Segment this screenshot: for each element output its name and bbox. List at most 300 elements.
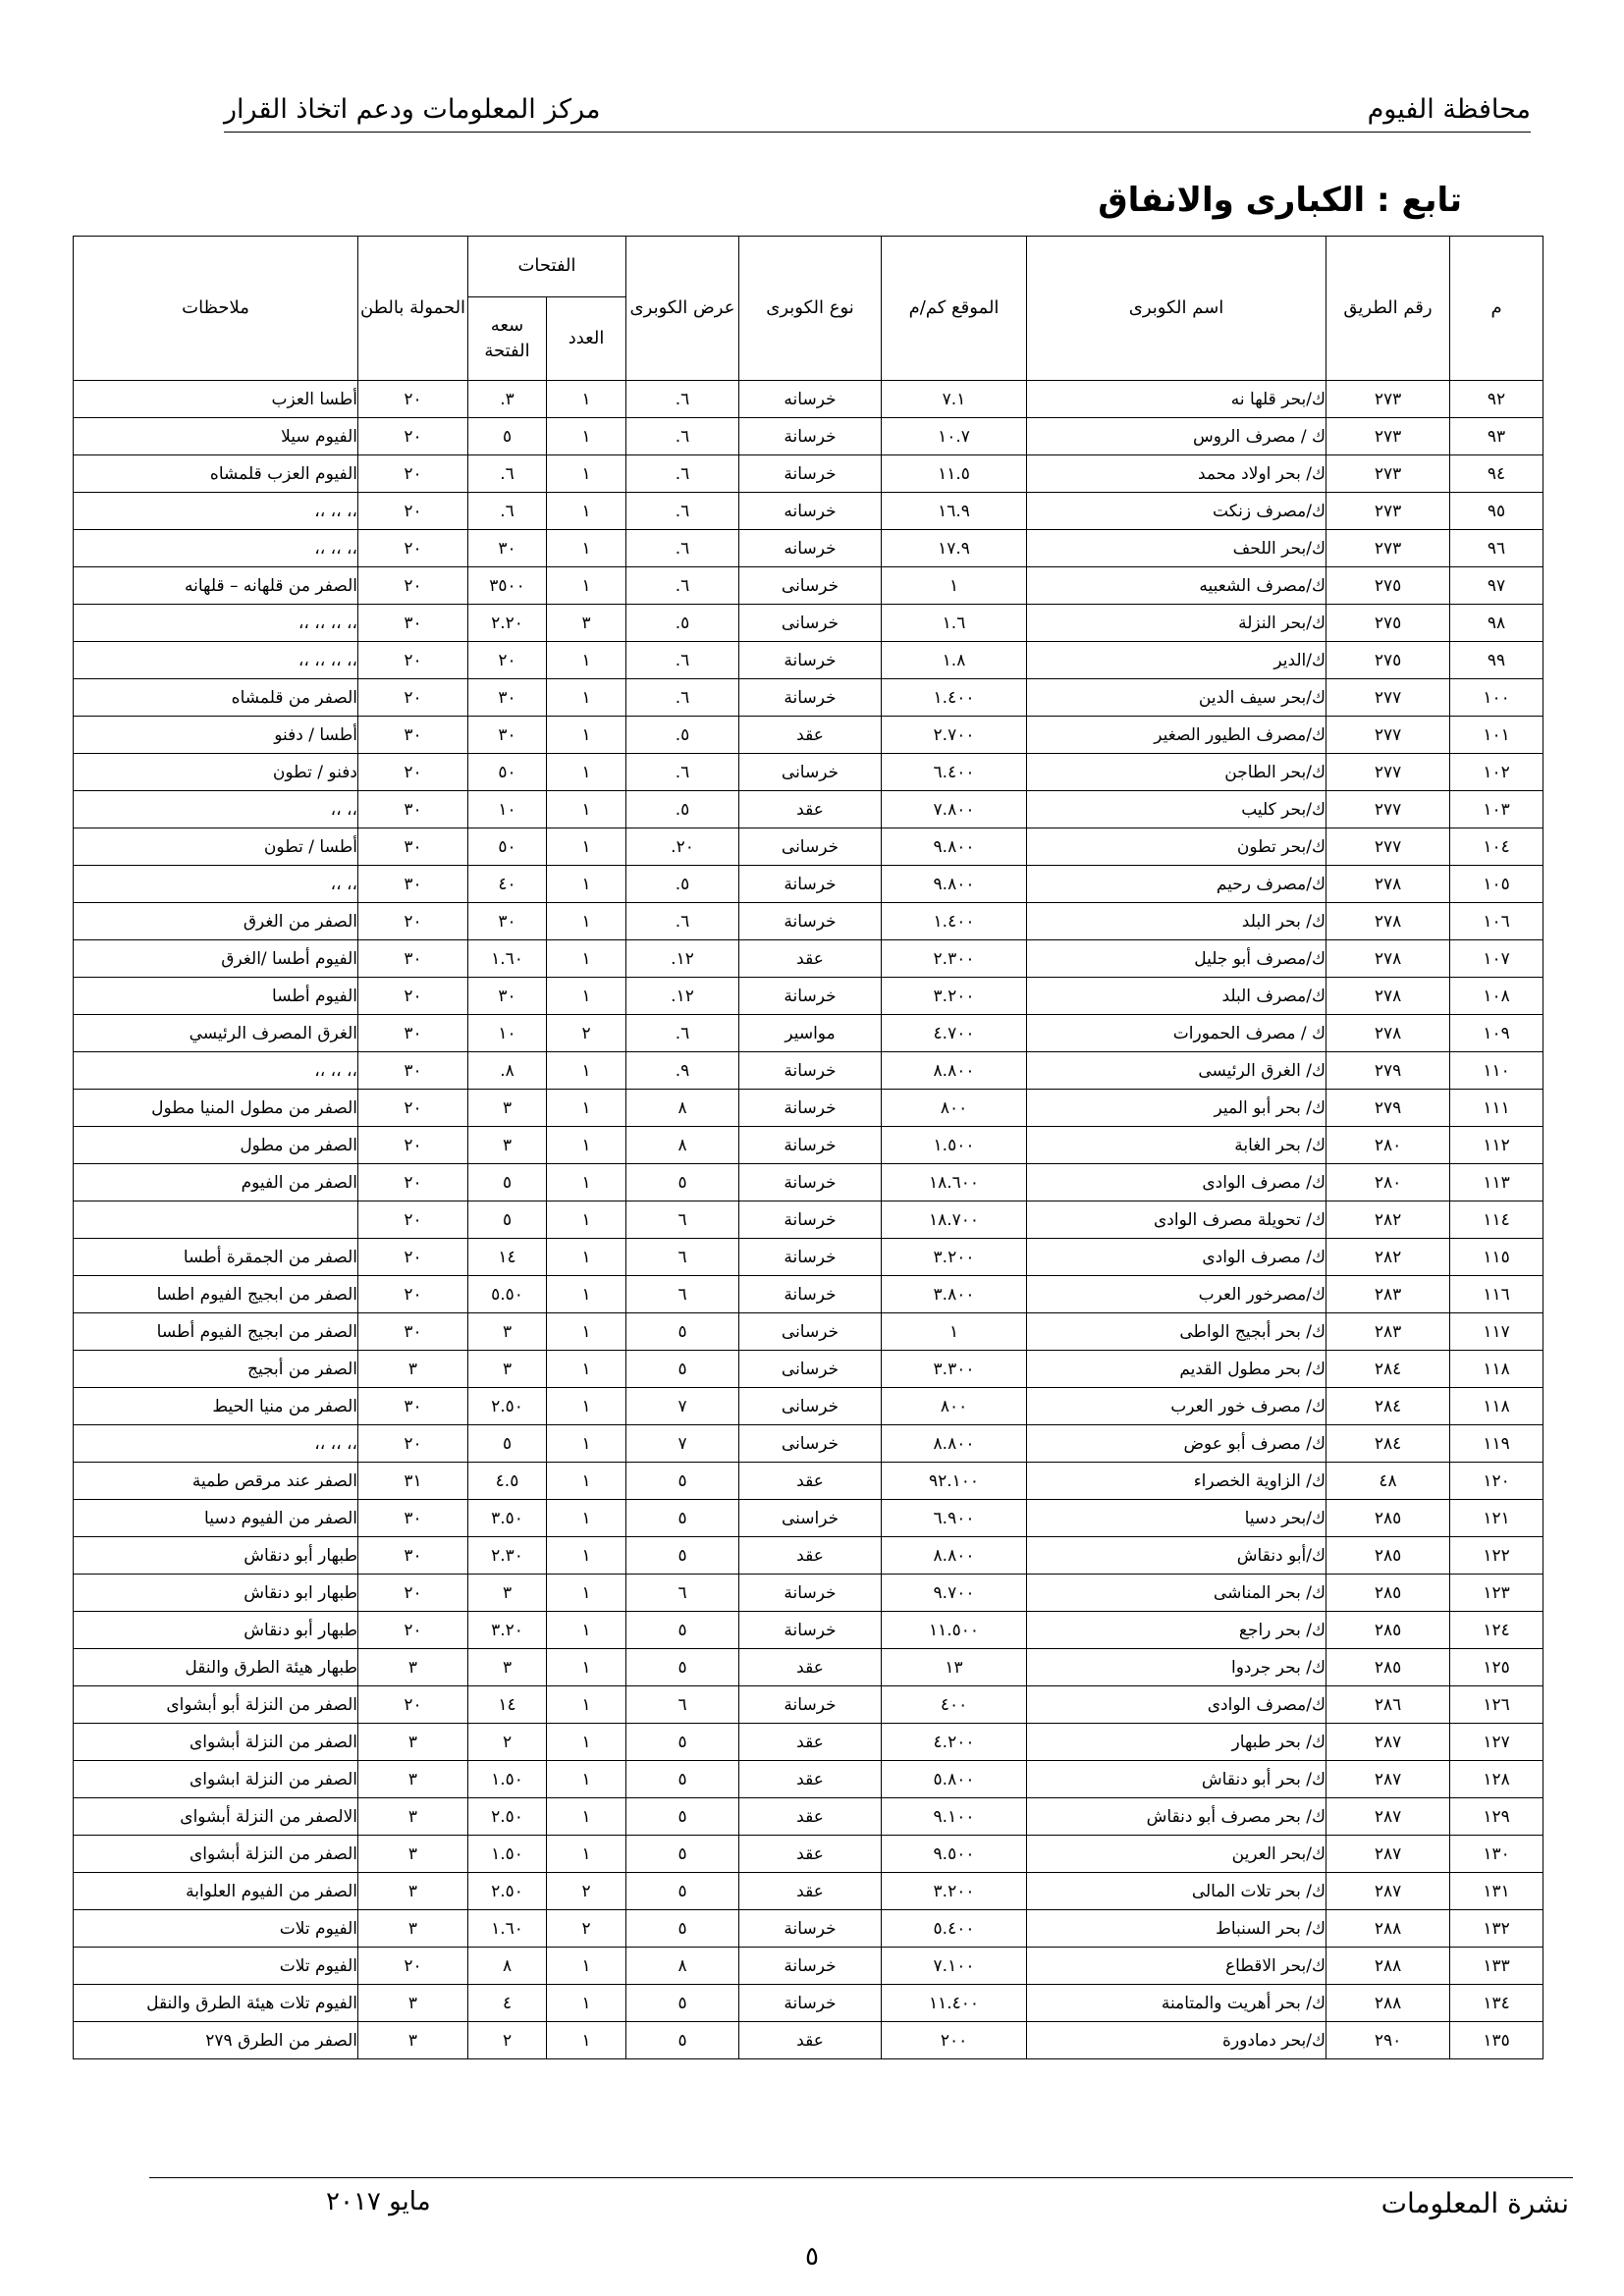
row-load: ٢٠ <box>358 1201 468 1239</box>
row-width: ٥ <box>626 1985 739 2022</box>
table-row <box>74 381 1543 418</box>
row-type: خرسانة <box>739 866 882 903</box>
row-notes: أطسا / تطون <box>74 828 358 866</box>
table-row <box>74 1575 1543 1612</box>
row-load: ٢٠ <box>358 567 468 605</box>
row-type: عقد <box>739 1724 882 1761</box>
table-row <box>74 679 1543 717</box>
row-num: ١٠١ <box>1450 717 1543 754</box>
row-width: ٧ <box>626 1425 739 1463</box>
row-opening-span: ٨. <box>468 1052 547 1090</box>
row-num: ١٠٦ <box>1450 903 1543 940</box>
row-width: ٦ <box>626 1575 739 1612</box>
row-bridge-name: ك/ مصرف خور العرب <box>1027 1388 1326 1425</box>
table-row <box>74 1649 1543 1686</box>
row-opening-span: ٣ <box>468 1127 547 1164</box>
row-width: ٦ <box>626 1201 739 1239</box>
row-opening-span: ٣. <box>468 381 547 418</box>
row-opening-span: ٨ <box>468 1948 547 1985</box>
row-road: ٢٨٦ <box>1326 1686 1450 1724</box>
row-bridge-name: ك/بحر سيف الدين <box>1027 679 1326 717</box>
row-notes: الصفر من قلمشاه <box>74 679 358 717</box>
row-num: ١٢٩ <box>1450 1798 1543 1836</box>
row-location: ١ <box>882 567 1027 605</box>
row-opening-span: ٥٠ <box>468 828 547 866</box>
row-road: ٢٨٨ <box>1326 1948 1450 1985</box>
row-bridge-name: ك/بحر الاقطاع <box>1027 1948 1326 1985</box>
row-num: ١٠٠ <box>1450 679 1543 717</box>
row-notes: الصفر من النزلة أبو أبشواى <box>74 1686 358 1724</box>
row-load: ٢٠ <box>358 978 468 1015</box>
row-opening-span: ٤.٥ <box>468 1463 547 1500</box>
row-notes: الفيوم أطسا <box>74 978 358 1015</box>
row-openings-count: ١ <box>547 1761 626 1798</box>
row-location: ١.٤٠٠ <box>882 903 1027 940</box>
row-load: ٣ <box>358 1985 468 2022</box>
row-road: ٢٨٥ <box>1326 1612 1450 1649</box>
row-num: ١١١ <box>1450 1090 1543 1127</box>
table-row <box>74 1351 1543 1388</box>
row-width: ٥ <box>626 1873 739 1910</box>
row-type: خرسانة <box>739 418 882 455</box>
row-bridge-name: ك / مصرف الروس <box>1027 418 1326 455</box>
row-openings-count: ١ <box>547 828 626 866</box>
row-load: ٢٠ <box>358 754 468 791</box>
row-type: خرسانة <box>739 1276 882 1313</box>
row-notes: الصفر من النزلة أبشواى <box>74 1836 358 1873</box>
row-location: ٨.٨٠٠ <box>882 1052 1027 1090</box>
row-load: ٣ <box>358 1873 468 1910</box>
row-road: ٢٨٧ <box>1326 1873 1450 1910</box>
row-num: ١٠٧ <box>1450 940 1543 978</box>
row-notes: الصفر من الغرق <box>74 903 358 940</box>
row-opening-span: ٦. <box>468 493 547 530</box>
row-openings-count: ١ <box>547 754 626 791</box>
row-notes: طبهار أبو دنقاش <box>74 1612 358 1649</box>
row-notes: أطسا العزب <box>74 381 358 418</box>
row-width: ٨ <box>626 1948 739 1985</box>
table-row <box>74 1686 1543 1724</box>
row-notes: الفيوم تلات <box>74 1948 358 1985</box>
row-notes: طبهار هيئة الطرق والنقل <box>74 1649 358 1686</box>
row-load: ٣ <box>358 2022 468 2059</box>
row-road: ٢٧٣ <box>1326 530 1450 567</box>
row-notes: دفنو / تطون <box>74 754 358 791</box>
row-notes: الصفر من النزلة أبشواى <box>74 1724 358 1761</box>
row-road: ٢٧٩ <box>1326 1090 1450 1127</box>
row-location: ١٧.٩ <box>882 530 1027 567</box>
row-width: ٦. <box>626 903 739 940</box>
row-type: خرسانة <box>739 642 882 679</box>
header-location: الموقع كم/م <box>882 237 1027 381</box>
row-notes: ،، ،، ،، <box>74 530 358 567</box>
row-load: ٢٠ <box>358 1948 468 1985</box>
row-location: ٩.٧٠٠ <box>882 1575 1027 1612</box>
row-num: ١١٨ <box>1450 1388 1543 1425</box>
row-width: ٦. <box>626 381 739 418</box>
row-load: ٣٠ <box>358 717 468 754</box>
row-num: ١١٨ <box>1450 1351 1543 1388</box>
row-type: خرسانى <box>739 1313 882 1351</box>
row-type: خرسانة <box>739 1090 882 1127</box>
row-type: عقد <box>739 1649 882 1686</box>
row-location: ٧.١٠٠ <box>882 1948 1027 1985</box>
row-openings-count: ١ <box>547 1537 626 1575</box>
row-type: خرسانى <box>739 1388 882 1425</box>
row-road: ٢٨٧ <box>1326 1836 1450 1873</box>
row-type: عقد <box>739 1761 882 1798</box>
row-load: ٣٠ <box>358 1388 468 1425</box>
row-bridge-name: ك/ بحر مصرف أبو دنقاش <box>1027 1798 1326 1836</box>
table-row <box>74 2022 1543 2059</box>
row-bridge-name: ك/مصرخور العرب <box>1027 1276 1326 1313</box>
row-type: خرسانة <box>739 1201 882 1239</box>
row-opening-span: ٢ <box>468 1724 547 1761</box>
row-location: ٨.٨٠٠ <box>882 1537 1027 1575</box>
row-location: ٩٢.١٠٠ <box>882 1463 1027 1500</box>
header-center-name: مركز المعلومات ودعم اتخاذ القرار <box>224 94 601 125</box>
row-num: ١٠٨ <box>1450 978 1543 1015</box>
table-row <box>74 1500 1543 1537</box>
row-location: ٨٠٠ <box>882 1388 1027 1425</box>
row-road: ٢٨٥ <box>1326 1537 1450 1575</box>
row-openings-count: ١ <box>547 1612 626 1649</box>
row-load: ٢٠ <box>358 642 468 679</box>
row-opening-span: ٣ <box>468 1575 547 1612</box>
table-row <box>74 1761 1543 1798</box>
row-width: ٥ <box>626 1313 739 1351</box>
row-bridge-name: ك/مصرف رحيم <box>1027 866 1326 903</box>
row-num: ٩٣ <box>1450 418 1543 455</box>
row-bridge-name: ك/مصرف الشعبيه <box>1027 567 1326 605</box>
row-width: ٥ <box>626 1612 739 1649</box>
row-bridge-name: ك/مصرف زنكت <box>1027 493 1326 530</box>
row-width: ٦ <box>626 1276 739 1313</box>
row-load: ٢٠ <box>358 530 468 567</box>
row-num: ١٢٧ <box>1450 1724 1543 1761</box>
row-num: ١٢٠ <box>1450 1463 1543 1500</box>
row-load: ٣ <box>358 1761 468 1798</box>
row-openings-count: ١ <box>547 1649 626 1686</box>
row-location: ٨.٨٠٠ <box>882 1425 1027 1463</box>
header-road: رقم الطريق <box>1326 237 1450 381</box>
row-bridge-name: ك/ بحر طبهار <box>1027 1724 1326 1761</box>
row-type: عقد <box>739 1836 882 1873</box>
row-type: خرسانة <box>739 978 882 1015</box>
row-num: ٩٩ <box>1450 642 1543 679</box>
row-num: ١٢٣ <box>1450 1575 1543 1612</box>
table-row <box>74 1948 1543 1985</box>
row-notes: الغرق المصرف الرئيسي <box>74 1015 358 1052</box>
table-row <box>74 717 1543 754</box>
table-row <box>74 1090 1543 1127</box>
row-location: ٦.٩٠٠ <box>882 1500 1027 1537</box>
row-load: ٢٠ <box>358 1090 468 1127</box>
row-num: ١٢٤ <box>1450 1612 1543 1649</box>
row-openings-count: ١ <box>547 791 626 828</box>
row-num: ٩٢ <box>1450 381 1543 418</box>
row-notes: الفيوم تلات هيئة الطرق والنقل <box>74 1985 358 2022</box>
row-openings-count: ١ <box>547 1313 626 1351</box>
row-type: خرسانى <box>739 1425 882 1463</box>
row-load: ٢٠ <box>358 418 468 455</box>
row-openings-count: ١ <box>547 1686 626 1724</box>
row-openings-count: ١ <box>547 530 626 567</box>
row-location: ٧.١ <box>882 381 1027 418</box>
row-opening-span: ١.٦٠ <box>468 1910 547 1948</box>
row-width: ٦ <box>626 1239 739 1276</box>
row-opening-span: ٢.٣٠ <box>468 1537 547 1575</box>
row-location: ٣.٣٠٠ <box>882 1351 1027 1388</box>
table-row <box>74 1015 1543 1052</box>
table-row <box>74 1836 1543 1873</box>
row-opening-span: ١.٥٠ <box>468 1761 547 1798</box>
row-type: خرسانى <box>739 754 882 791</box>
row-notes: الالصفر من النزلة أبشواى <box>74 1798 358 1836</box>
row-location: ١١.٥ <box>882 455 1027 493</box>
row-notes: ،، ،، ،، ،، <box>74 605 358 642</box>
row-opening-span: ٥٠ <box>468 754 547 791</box>
row-opening-span: ٣.٥٠ <box>468 1500 547 1537</box>
row-openings-count: ١ <box>547 1836 626 1873</box>
row-openings-count: ٢ <box>547 1910 626 1948</box>
header-num: م <box>1450 237 1543 381</box>
row-type: خرسانى <box>739 567 882 605</box>
row-load: ٣٠ <box>358 940 468 978</box>
row-bridge-name: ك/الدير <box>1027 642 1326 679</box>
row-road: ٢٨٨ <box>1326 1985 1450 2022</box>
row-location: ٩.٥٠٠ <box>882 1836 1027 1873</box>
row-notes: ،، ،، <box>74 866 358 903</box>
row-load: ٢٠ <box>358 1612 468 1649</box>
row-num: ٩٤ <box>1450 455 1543 493</box>
row-type: خرسانة <box>739 1985 882 2022</box>
row-openings-count: ١ <box>547 567 626 605</box>
table-row <box>74 1724 1543 1761</box>
row-openings-count: ١ <box>547 1388 626 1425</box>
row-type: خراسنى <box>739 1500 882 1537</box>
row-bridge-name: ك / مصرف الحمورات <box>1027 1015 1326 1052</box>
row-openings-count: ١ <box>547 1201 626 1239</box>
row-openings-count: ٢ <box>547 1873 626 1910</box>
row-width: ٦. <box>626 455 739 493</box>
row-road: ٢٧٣ <box>1326 381 1450 418</box>
row-load: ٣١ <box>358 1463 468 1500</box>
row-bridge-name: ك/ بحر أهريت والمتامنة <box>1027 1985 1326 2022</box>
row-type: عقد <box>739 717 882 754</box>
row-type: خرسانة <box>739 1239 882 1276</box>
row-openings-count: ١ <box>547 679 626 717</box>
row-load: ٣٠ <box>358 828 468 866</box>
row-road: ٢٨٥ <box>1326 1575 1450 1612</box>
row-notes: الصفر من الجمقرة أطسا <box>74 1239 358 1276</box>
table-row <box>74 418 1543 455</box>
row-num: ١٣٣ <box>1450 1948 1543 1985</box>
row-load: ٣٠ <box>358 1537 468 1575</box>
row-num: ٩٨ <box>1450 605 1543 642</box>
row-location: ١٣ <box>882 1649 1027 1686</box>
row-width: ٦. <box>626 754 739 791</box>
row-load: ٣٠ <box>358 1313 468 1351</box>
row-road: ٢٨٤ <box>1326 1388 1450 1425</box>
row-opening-span: ٣ <box>468 1649 547 1686</box>
row-location: ١.٥٠٠ <box>882 1127 1027 1164</box>
row-location: ٤.٢٠٠ <box>882 1724 1027 1761</box>
table-row <box>74 1985 1543 2022</box>
row-road: ٢٧٨ <box>1326 940 1450 978</box>
row-width: ٦. <box>626 1015 739 1052</box>
table-row <box>74 1463 1543 1500</box>
row-num: ١١٩ <box>1450 1425 1543 1463</box>
row-location: ٩.١٠٠ <box>882 1798 1027 1836</box>
row-bridge-name: ك/ بحر البلد <box>1027 903 1326 940</box>
row-bridge-name: ك/ الغرق الرئيسى <box>1027 1052 1326 1090</box>
table-row <box>74 605 1543 642</box>
row-opening-span: ٥ <box>468 1425 547 1463</box>
header-count: العدد <box>547 297 626 381</box>
table-row <box>74 1164 1543 1201</box>
row-num: ٩٦ <box>1450 530 1543 567</box>
row-opening-span: ٣٠ <box>468 903 547 940</box>
row-road: ٢٨٥ <box>1326 1500 1450 1537</box>
row-num: ١١٣ <box>1450 1164 1543 1201</box>
table-row <box>74 754 1543 791</box>
row-width: ٦. <box>626 418 739 455</box>
row-load: ٣ <box>358 1798 468 1836</box>
table-row <box>74 1313 1543 1351</box>
row-num: ١٢٦ <box>1450 1686 1543 1724</box>
row-type: خرسانة <box>739 679 882 717</box>
row-load: ٢٠ <box>358 1164 468 1201</box>
row-location: ٨٠٠ <box>882 1090 1027 1127</box>
row-openings-count: ١ <box>547 1276 626 1313</box>
row-opening-span: ٣٠ <box>468 530 547 567</box>
row-load: ٢٠ <box>358 679 468 717</box>
row-type: خرسانة <box>739 1948 882 1985</box>
row-openings-count: ١ <box>547 493 626 530</box>
row-openings-count: ١ <box>547 1052 626 1090</box>
row-location: ٤٠٠ <box>882 1686 1027 1724</box>
row-width: ٥ <box>626 1836 739 1873</box>
row-width: ٢٠. <box>626 828 739 866</box>
row-road: ٢٧٨ <box>1326 1015 1450 1052</box>
row-width: ٦. <box>626 679 739 717</box>
row-notes: الصفر من أبجيج <box>74 1351 358 1388</box>
row-road: ٢٧٥ <box>1326 605 1450 642</box>
row-bridge-name: ك/مصرف البلد <box>1027 978 1326 1015</box>
row-opening-span: ٢.٥٠ <box>468 1873 547 1910</box>
row-load: ٢٠ <box>358 1239 468 1276</box>
row-num: ١٢٨ <box>1450 1761 1543 1798</box>
header-openings: الفتحات <box>468 237 626 297</box>
row-location: ٦.٤٠٠ <box>882 754 1027 791</box>
row-load: ٢٠ <box>358 493 468 530</box>
row-road: ٢٨٠ <box>1326 1164 1450 1201</box>
row-bridge-name: ك/مصرف الطيور الصغير <box>1027 717 1326 754</box>
row-road: ٢٧٨ <box>1326 903 1450 940</box>
table-row <box>74 866 1543 903</box>
row-width: ٥. <box>626 717 739 754</box>
row-notes: الصفر من منيا الحيط <box>74 1388 358 1425</box>
row-num: ١٣٥ <box>1450 2022 1543 2059</box>
row-type: خرسانه <box>739 493 882 530</box>
row-num: ١١٧ <box>1450 1313 1543 1351</box>
row-road: ٢٧٥ <box>1326 642 1450 679</box>
row-type: خرسانة <box>739 1052 882 1090</box>
row-bridge-name: ك/ مصرف الوادى <box>1027 1239 1326 1276</box>
row-notes <box>74 1201 358 1239</box>
row-type: خرسانه <box>739 381 882 418</box>
row-bridge-name: ك/ بحر اولاد محمد <box>1027 455 1326 493</box>
row-location: ١.٤٠٠ <box>882 679 1027 717</box>
row-notes: الصفر من الفيوم العلوابة <box>74 1873 358 1910</box>
row-notes: ،، ،، ،، <box>74 1052 358 1090</box>
row-width: ٥ <box>626 2022 739 2059</box>
row-type: خرسانى <box>739 605 882 642</box>
row-openings-count: ١ <box>547 2022 626 2059</box>
table-row <box>74 1425 1543 1463</box>
row-type: عقد <box>739 1873 882 1910</box>
row-road: ٢٧٧ <box>1326 754 1450 791</box>
row-bridge-name: ك/ مصرف أبو عوض <box>1027 1425 1326 1463</box>
row-openings-count: ١ <box>547 1798 626 1836</box>
table-row <box>74 1276 1543 1313</box>
row-num: ١٣٢ <box>1450 1910 1543 1948</box>
table-row <box>74 903 1543 940</box>
row-opening-span: ٣ <box>468 1313 547 1351</box>
row-width: ٥ <box>626 1537 739 1575</box>
header-width: عرض الكوبرى <box>626 237 739 381</box>
row-num: ١٢٥ <box>1450 1649 1543 1686</box>
row-openings-count: ١ <box>547 978 626 1015</box>
row-notes: ،، ،، ،، <box>74 1425 358 1463</box>
row-width: ٦. <box>626 567 739 605</box>
row-type: عقد <box>739 1798 882 1836</box>
row-type: خرسانه <box>739 530 882 567</box>
row-location: ٩.٨٠٠ <box>882 866 1027 903</box>
row-load: ٣ <box>358 1351 468 1388</box>
row-location: ١١.٤٠٠ <box>882 1985 1027 2022</box>
row-num: ١٠٤ <box>1450 828 1543 866</box>
row-opening-span: ٢ <box>468 2022 547 2059</box>
row-width: ٥ <box>626 1798 739 1836</box>
row-location: ٩.٨٠٠ <box>882 828 1027 866</box>
row-openings-count: ١ <box>547 1948 626 1985</box>
row-notes: ،، ،، ،، <box>74 493 358 530</box>
row-opening-span: ١٤ <box>468 1686 547 1724</box>
row-opening-span: ٥ <box>468 418 547 455</box>
row-type: عقد <box>739 791 882 828</box>
row-load: ٣٠ <box>358 866 468 903</box>
table-row <box>74 940 1543 978</box>
row-load: ٢٠ <box>358 1276 468 1313</box>
row-opening-span: ١.٦٠ <box>468 940 547 978</box>
row-load: ٣ <box>358 1724 468 1761</box>
row-location: ٤.٧٠٠ <box>882 1015 1027 1052</box>
header-notes: ملاحظات <box>74 237 358 381</box>
row-load: ٢٠ <box>358 1686 468 1724</box>
table-row <box>74 1873 1543 1910</box>
row-type: خرسانة <box>739 1127 882 1164</box>
table-body <box>74 381 1543 2059</box>
row-opening-span: ١٠ <box>468 791 547 828</box>
row-notes: أطسا / دفنو <box>74 717 358 754</box>
section-title: تابع : الكبارى والانفاق <box>1098 181 1462 220</box>
table-row <box>74 455 1543 493</box>
row-notes: الصفر من ابجيج الفيوم أطسا <box>74 1313 358 1351</box>
row-type: خرسانة <box>739 903 882 940</box>
table-row <box>74 1798 1543 1836</box>
